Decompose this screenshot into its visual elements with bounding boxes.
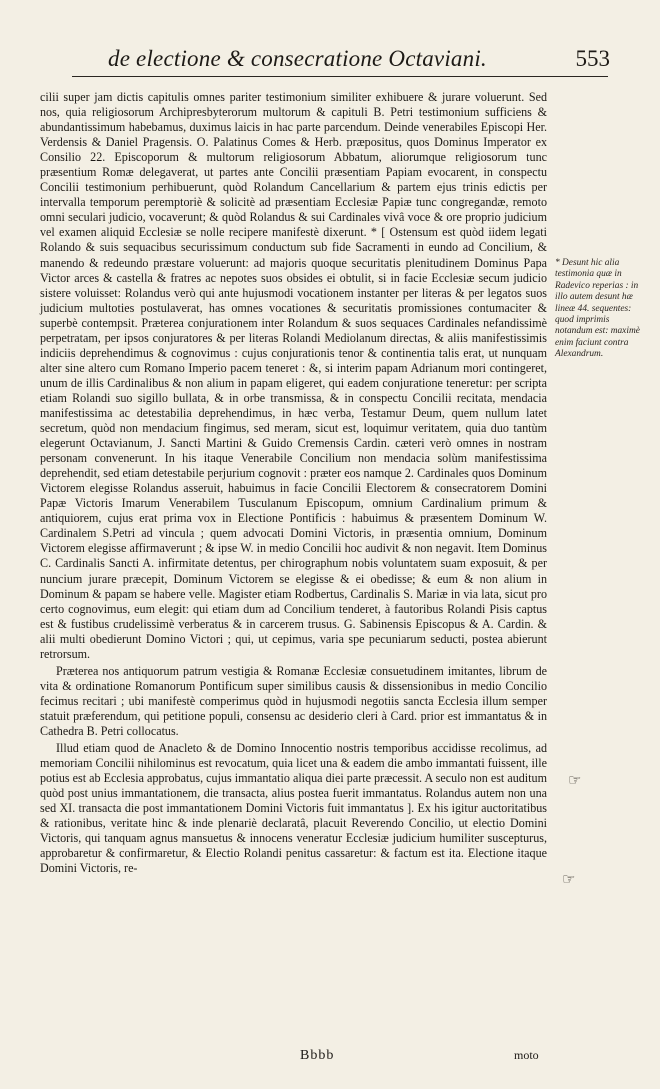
- page-number: 553: [575, 46, 610, 71]
- main-text-column: [40, 90, 547, 876]
- running-header: [70, 44, 610, 74]
- manicule-icon: ☞: [568, 773, 582, 789]
- signature-mark: Bbbb: [300, 1048, 335, 1063]
- running-title: de electione & consecratione Octaviani.: [108, 46, 487, 71]
- catchword: moto: [514, 1048, 539, 1062]
- paragraph: Illud etiam quod de Anacleto & de Domino Innocentio nostris temporibus accidisse recolimus, ad memoriam Concilii nihilominus est revocatum, quia licet una & eadem die ambo immantati fuissent, ille potius est ab Ecclesia approbatus, cujus immantatio aliqua diei parte præcessit. A seculo non est auditum quòd post unius immantationem, die transacta, alius postea fuerit immantatus. Rolandus autem non una sed XI. transacta die post immantationem Domini Victoris fuit immantatus ]. Ex his igitur auctoritatibus & rationibus, veritate hinc & inde plenariè declaratâ, placuit Reverendo Concilio, ut electio Domini Victoris, qui tanquam agnus mansuetus & innocens veneratur Ecclesiæ judicium humiliter suscepturus, approbaretur & confirmaretur, & Electio Rolandi penitus cassaretur: & factum est ita. Electione itaque Domini Victoris, re-: [40, 741, 547, 876]
- paragraph: cilii super jam dictis capitulis omnes pariter testimonium similiter exhibuere & jurare voluerunt. Sed nos, quia religiosorum Archipresbyterorum multorum & capituli B. Petri testimonium sufficiens & abundantissimum habebamus, duximus laicis in hac parte parcendum. Deinde venerabiles Episcopi Her. Verdensis & Daniel Pragensis. O. Palatinus Comes & Herb. præpositus, quos Dominus Imperator ex Consilio 22. Episcoporum & multorum religiosorum Abbatum, aliorumque religiosorum tunc præsentium Romæ delegaverat, ut partes ante Concilii præsentiam Papiam evocarent, in conspectu Concilii testimonium perhibuerunt, quòd Rolandum Cancellarium & partem ejus trinis edictis per intervalla temporum peremptoriè & solicitè ad præsentiam Ecclesiæ Papiæ tunc congregandæ, remoto omni seculari judicio, vocaverunt; & quòd Rolandus & sui Cardinales vivâ voce & ore proprio judicium vel examen aliquid Ecclesiæ se nolle recipere manifestè dixerunt. * [ Ostensum est quòd iidem legati Rolando & suis sequacibus securissimum conductum sub fide Sacramenti in eundo ad Concilium, & manendo & redeundo præstare voluerunt: ad majoris quoque securitatis plenitudinem Dominus Papa Victor arces & castella & fratres ac nepotes suos obsides ei obtulit, si in facie Ecclesiæ secum judicio sistere voluisset: Rolandus verò qui ante hujusmodi vocationem instanter per literas & per legatos suos judicium multoties postulaverat, has omnes vocationes & securitatis promissiones contumaciter & superbè contempsit. Præterea conjurationem inter Rolandum & suos sequaces Cardinales nefandissimè perpetratam, per ipsos conjuratores & per literas Rolandi Mediolanum directas, & aliis manifestissimis indiciis deprehendimus & cognovimus : cujus conjurationis tenor & continentia talis erat, ut nunquam alter sine altero cum Romano Imperio pacem teneret : &, si interim papam Adrianum mori contingeret, unum de illis Cardinalibus & non alium in papam eligeret, qui eadem conjuratione teneretur: per scripta etiam Rolandi suo sigillo bullata, & in orbe transmissa, & in conspectu Concilii recitata, mendacia manifestissima ac detestabilia deprehendimus, in hæc verba, Testamur Deum, quem nullum latet secretum, quòd non mendacium fingimus, sed meram, sicut est, loquimur veritatem, quia duo tantùm elegerunt Octavianum, J. Sancti Martini & Guido Cremensis Cardin. cæteri verò omnes in nostram personam convenerunt. In his itaque Venerabile Concilium non mendacia solùm manifestissima deprehendit, sed etiam detestabile perjurium cognovit : præter eos namque 2. Cardinales quos Dominum Victorem elegisse Rolandus asseruit, habuimus in facie Concilii Electorem & consecratorem Domini Papæ Victoris Imarum Venerabilem Tusculanum Episcopum, omnium Cardinalium primum & antiquiorem, cujus erat prima vox in Electione Pontificis : habuimus & præsentem Dominum W. Cardinalem S.Petri ad vincula ; quem advocati Domini Victoris, in præsentia omnium, Dominum Victorem elegisse affirmaverunt ; & ipse W. in medio Concilii hoc audivit & non negavit. Item Dominus C. Cardinalis Sancti A. infirmitate detentus, per chirographum nobis voluntatem suam exposuit, & per nuncium jurare præcepit, Dominum Victorem se elegisse & ei obedisse; & eum & non alium in Dominum & papam se habere velle. Magister etiam Rodbertus, Cardinalis S. Mariæ in via lata, sicut pro certo cognovimus, eum elegit: qui etiam dum ad Concilium tenderet, à fautoribus Rolandi Pisis captus est & fustibus crudelissimè verberatus & in carcerem trusus. G. Sabinensis Episcopus & A. Cardin. & alii multi obedierunt Domino Victori ; qui, ut cepimus, varia spe pecuniarum seducti, postea abierunt retrorsum.: [40, 90, 547, 661]
- manicule-icon: ☞: [562, 872, 576, 888]
- page-footer: [0, 1048, 660, 1068]
- marginal-note: * Desunt hic alia testimonia quæ in Radevico reperias : in illo autem desunt hæ lineæ 44. sequentes: quod imprimis notandum est: maximè enim faciunt contra Alexandrum.: [555, 258, 640, 360]
- header-rule: [72, 76, 608, 77]
- paragraph: Præterea nos antiquorum patrum vestigia & Romanæ Ecclesiæ consuetudinem imitantes, librum de vita & ordinatione Romanorum Pontificum super similibus causis & dissensionibus in medio Concilio fecimus recitari ; ubi manifestè comperimus quòd in hujusmodi negotiis sancta Ecclesia illum semper statuit præferendum, qui petitione populi, consensu ac desiderio cleri à Card. prior est immantatus & in Cathedra B. Petri collocatus.: [40, 663, 547, 738]
